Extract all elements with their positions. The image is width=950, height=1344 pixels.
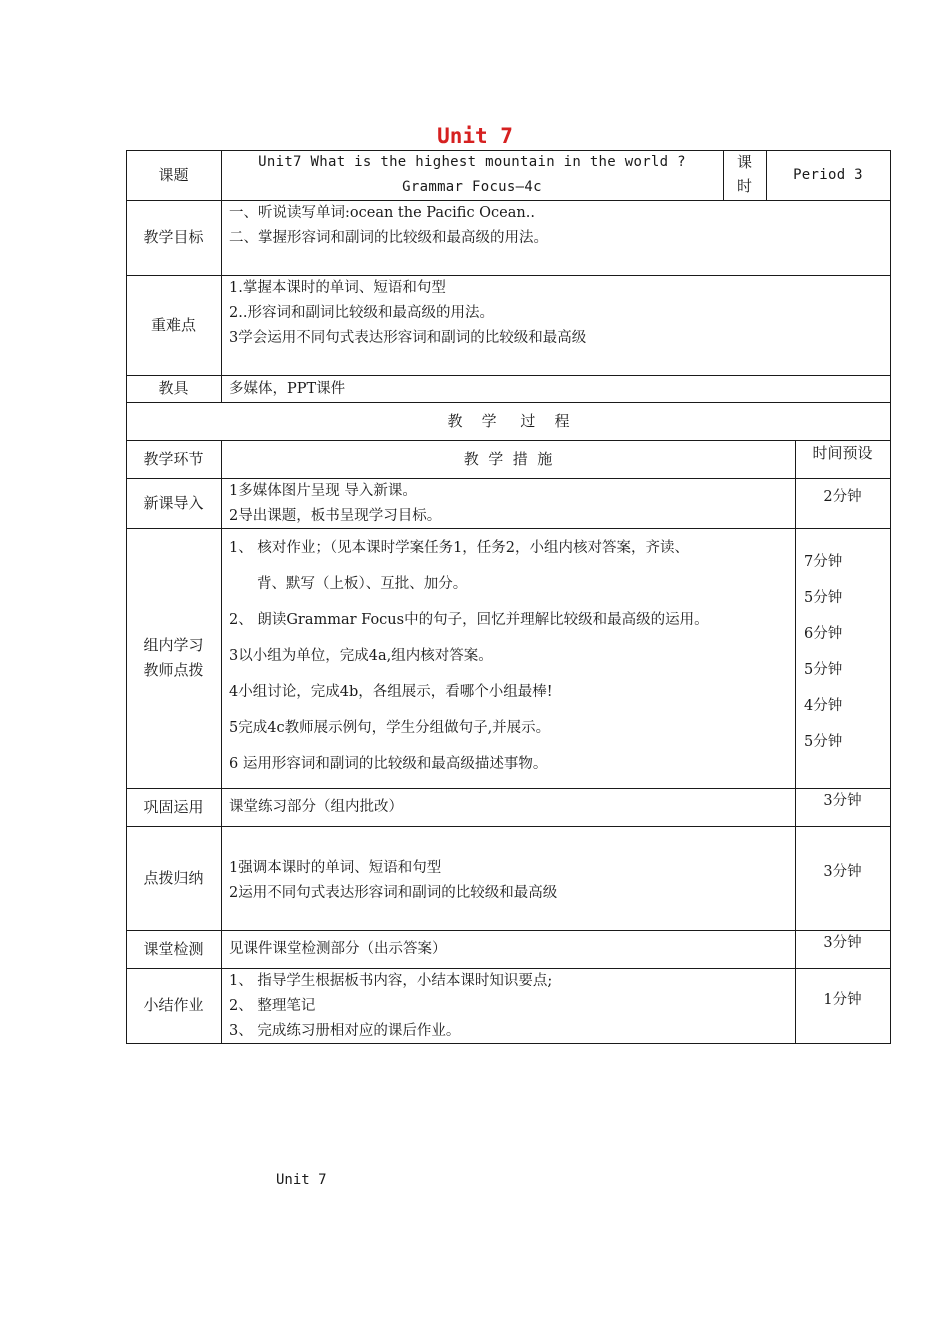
time-value: 3分钟 (823, 935, 862, 951)
time-value: 3分钟 (823, 793, 862, 809)
column-time: 时间预设 (812, 444, 873, 462)
time-value: 2分钟 (823, 489, 862, 505)
time-value: 4分钟 (804, 698, 843, 714)
objectives-label: 教学目标 (143, 228, 204, 246)
stage-label: 巩固运用 (143, 797, 204, 816)
time-list (795, 544, 890, 760)
time-value: 5分钟 (804, 662, 843, 678)
measures-content: 1、 核对作业；（见本课时学案任务1，任务2，小组内核对答案，齐读、 背、默写（上板）、互批、加分。 2、 朗读Grammar Focus中的句子，回忆并理解比较级和最高级的运用。 3以小组为单位，完成4a,组内核对答案。 4小组讨论，完成4b，各组展示，看哪个小组最棒! 5完成4c教师展示例句，学生分组做句子,并展示。 6 运用形容词和副词的比较级和最高级描述事物。 (229, 540, 709, 772)
period-label: 课 时 (736, 153, 752, 195)
measures-content: 1多媒体图片呈现 导入新课。 2导出课题，板书呈现学习目标。 (229, 483, 442, 524)
objective-item: 一、听说读写单词:ocean the Pacific Ocean.. (229, 205, 535, 221)
measures-content: 见课件课堂检测部分（出示答案） (229, 940, 447, 957)
objectives-content (221, 201, 890, 251)
time-value: 1分钟 (823, 992, 862, 1008)
topic-cell (221, 150, 723, 200)
stage-label: 课堂检测 (143, 939, 204, 958)
period-value: Period 3 (793, 166, 863, 183)
topic-label: 课题 (158, 165, 189, 184)
stage-label: 新课导入 (143, 493, 204, 512)
time-value: 5分钟 (804, 734, 843, 750)
time-value: 6分钟 (804, 626, 843, 642)
key-points-content (221, 276, 890, 351)
key-points-label: 重难点 (150, 315, 196, 334)
column-stage: 教学环节 (143, 449, 204, 468)
topic-line-1: Unit7 What is the highest mountain in the world ? (258, 154, 686, 170)
time-value: 5分钟 (804, 590, 843, 606)
tools-value: 多媒体，PPT课件 (229, 381, 346, 397)
topic-line-2: Grammar Focus—4c (402, 179, 542, 195)
lesson-plan-table (126, 150, 891, 1044)
page-footer: Unit 7 (276, 1172, 327, 1188)
column-measures: 教 学 措 施 (463, 449, 553, 468)
key-point-item: 3学会运用不同句式表达形容词和副词的比较级和最高级 (229, 330, 587, 346)
measures-content: 课堂练习部分（组内批改） (229, 798, 403, 815)
stage-label: 点拨归纳 (143, 868, 204, 887)
time-value: 3分钟 (823, 864, 862, 880)
key-point-item: 1.掌握本课时的单词、短语和句型 (229, 280, 446, 296)
document-title: Unit 7 (437, 124, 513, 148)
stage-label: 组内学习 教师点拨 (143, 636, 204, 679)
tools-label: 教具 (158, 379, 189, 397)
key-point-item: 2..形容词和副词比较级和最高级的用法。 (229, 305, 494, 321)
process-header: 教 学 过 程 (447, 411, 570, 430)
measures-content: 1强调本课时的单词、短语和句型 2运用不同句式表达形容词和副词的比较级和最高级 (229, 860, 558, 901)
objective-item: 二、掌握形容词和副词的比较级和最高级的用法。 (229, 230, 548, 246)
time-value: 7分钟 (804, 554, 843, 570)
stage-label: 小结作业 (143, 996, 204, 1014)
measures-content: 1、 指导学生根据板书内容，小结本课时知识要点; 2、 整理笔记 3、 完成练习册相对应的课后作业。 (229, 973, 553, 1039)
